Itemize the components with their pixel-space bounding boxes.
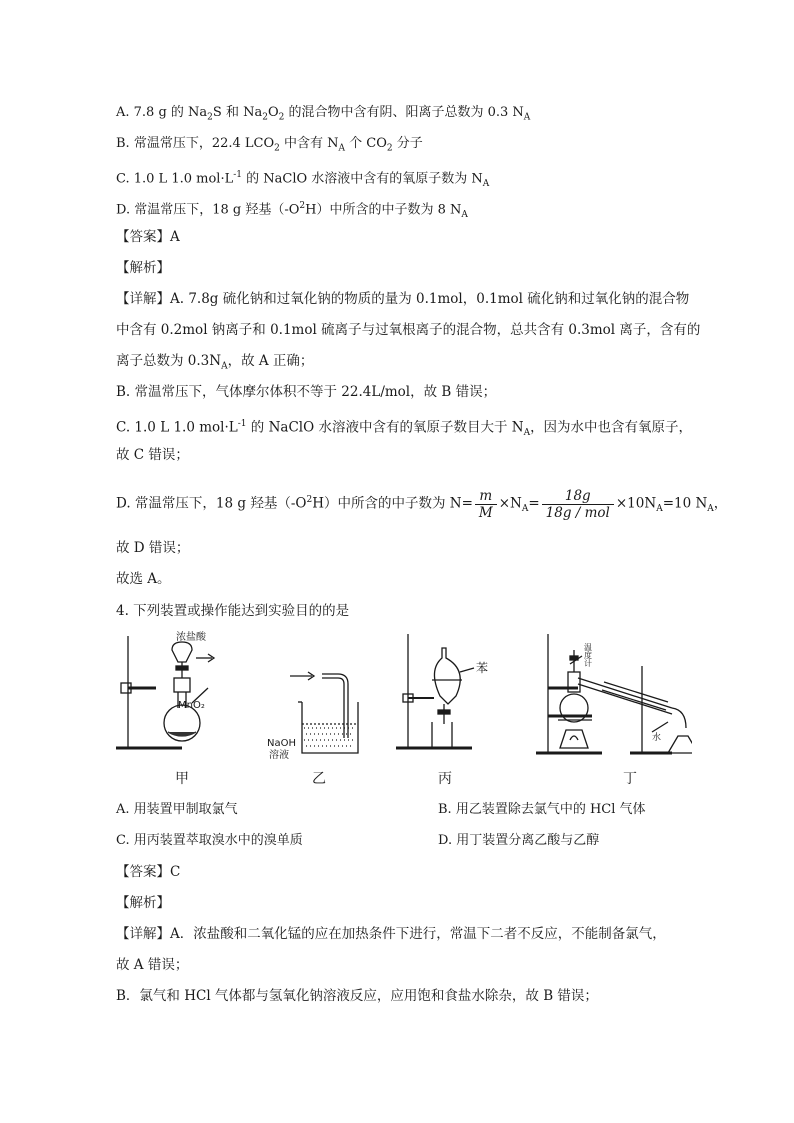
label-thermo-3: 计	[584, 659, 592, 668]
detail-1-a-line1: 【详解】A. 7.8g 硫化钠和过氧化钠的物质的量为 0.1mol，0.1mol 硫化钠和过氧化钠的混合物	[116, 291, 690, 307]
detail-1-c-line1: C. 1.0 L 1.0 $mol\cdot L^{-1}$ 的 NaClO 水溶液中含有的氧原子数目大于 $N_A$，因为水中也含有氧原子，	[116, 419, 693, 439]
answer-2: 【答案】C	[116, 864, 181, 880]
q4-option-c: C. 用丙装置萃取溴水中的溴单质	[116, 833, 303, 848]
fig-label-jia: 甲	[175, 771, 189, 787]
label-benzene: 苯	[476, 661, 489, 675]
question-4-stem: 4. 下列装置或操作能达到实验目的的是	[116, 603, 350, 619]
label-naoh: NaOH	[267, 738, 296, 749]
label-conc-hcl: 浓盐酸	[176, 632, 206, 643]
q3-option-b: B. 常温常压下，22.4 $LCO_2$ 中含有 $N_A$ 个 $CO_2$ 分子	[116, 136, 423, 154]
answer-1: 【答案】A	[116, 229, 180, 245]
detail-1-a-line2: 中含有 0.2mol 钠离子和 0.1mol 硫离子与过氧根离子的混合物，总共含有 0.3mol 离子，含有的	[116, 322, 701, 338]
apparatus-bing	[396, 634, 474, 748]
fraction-m-over-M: $\frac{m}{M}$	[475, 488, 497, 521]
label-water: 水	[652, 733, 662, 743]
label-solution: 溶液	[269, 750, 289, 761]
q3-option-d: D. 常温常压下，18 g 羟基$(-O^2H)$中所含的中子数为 8 $N_A$	[116, 201, 468, 220]
detail-2-b-line: B．氯气和 HCl 气体都与氢氧化钠溶液反应，应用饱和食盐水除杂，故 B 错误；	[116, 988, 598, 1004]
analysis-1-label: 【解析】	[116, 260, 170, 276]
label-thermo-1: 温	[584, 643, 592, 652]
fig-label-bing: 丙	[438, 771, 452, 787]
fig-label-ding: 丁	[623, 771, 637, 787]
q3-option-c: C. 1.0 L 1.0 $mol\cdot L^{-1}$ 的 NaClO 水溶液中含有的氧原子数为 $N_A$	[116, 170, 490, 189]
apparatus-figures	[112, 628, 692, 788]
detail-1-d-line2: 故 D 错误；	[116, 540, 190, 556]
detail-1-c-line2: 故 C 错误；	[116, 447, 189, 463]
analysis-2-label: 【解析】	[116, 895, 170, 911]
apparatus-yi	[290, 672, 358, 753]
fraction-18g-over-molar: $\frac{18g}{\text{18g / mol}}$	[542, 488, 614, 521]
detail-1-d-line: D. 常温常压下，18 g 羟基$(-O^2H)$中所含的中子数为 N= $\frac{m}{M}$ $\times N_A=$ $\frac{18g}{\text{18g / mol}}$ $\times 10N_A=10$ $N_A$，	[116, 487, 728, 521]
detail-2-a-line2: 故 A 错误；	[116, 957, 189, 973]
apparatus-ding	[536, 634, 692, 753]
q3-option-a: A. 7.8 g 的 $Na_2S$ 和 $Na_2O_2$ 的混合物中含有阴、阳离子总数为 0.3 $N_A$	[116, 105, 531, 123]
q4-option-a: A. 用装置甲制取氯气	[116, 802, 238, 817]
detail-1-b-line: B. 常温常压下，气体摩尔体积不等于 22.4L/mol，故 B 错误；	[116, 384, 497, 400]
fig-label-yi: 乙	[312, 771, 326, 787]
label-thermo-2: 度	[584, 651, 592, 660]
q4-option-d: D. 用丁装置分离乙酸与乙醇	[438, 833, 600, 848]
label-mno2: MnO₂	[178, 700, 205, 711]
detail-2-a-line1: 【详解】A．浓盐酸和二氧化锰的应在加热条件下进行，常温下二者不反应，不能制备氯气，	[116, 926, 666, 942]
q4-option-b: B. 用乙装置除去氯气中的 HCl 气体	[438, 802, 646, 817]
detail-1-a-line3: 离子总数为 $0.3N_A$，故 A 正确；	[116, 353, 314, 372]
apparatus-jia	[116, 636, 214, 748]
conclusion-1: 故选 A。	[116, 571, 171, 587]
